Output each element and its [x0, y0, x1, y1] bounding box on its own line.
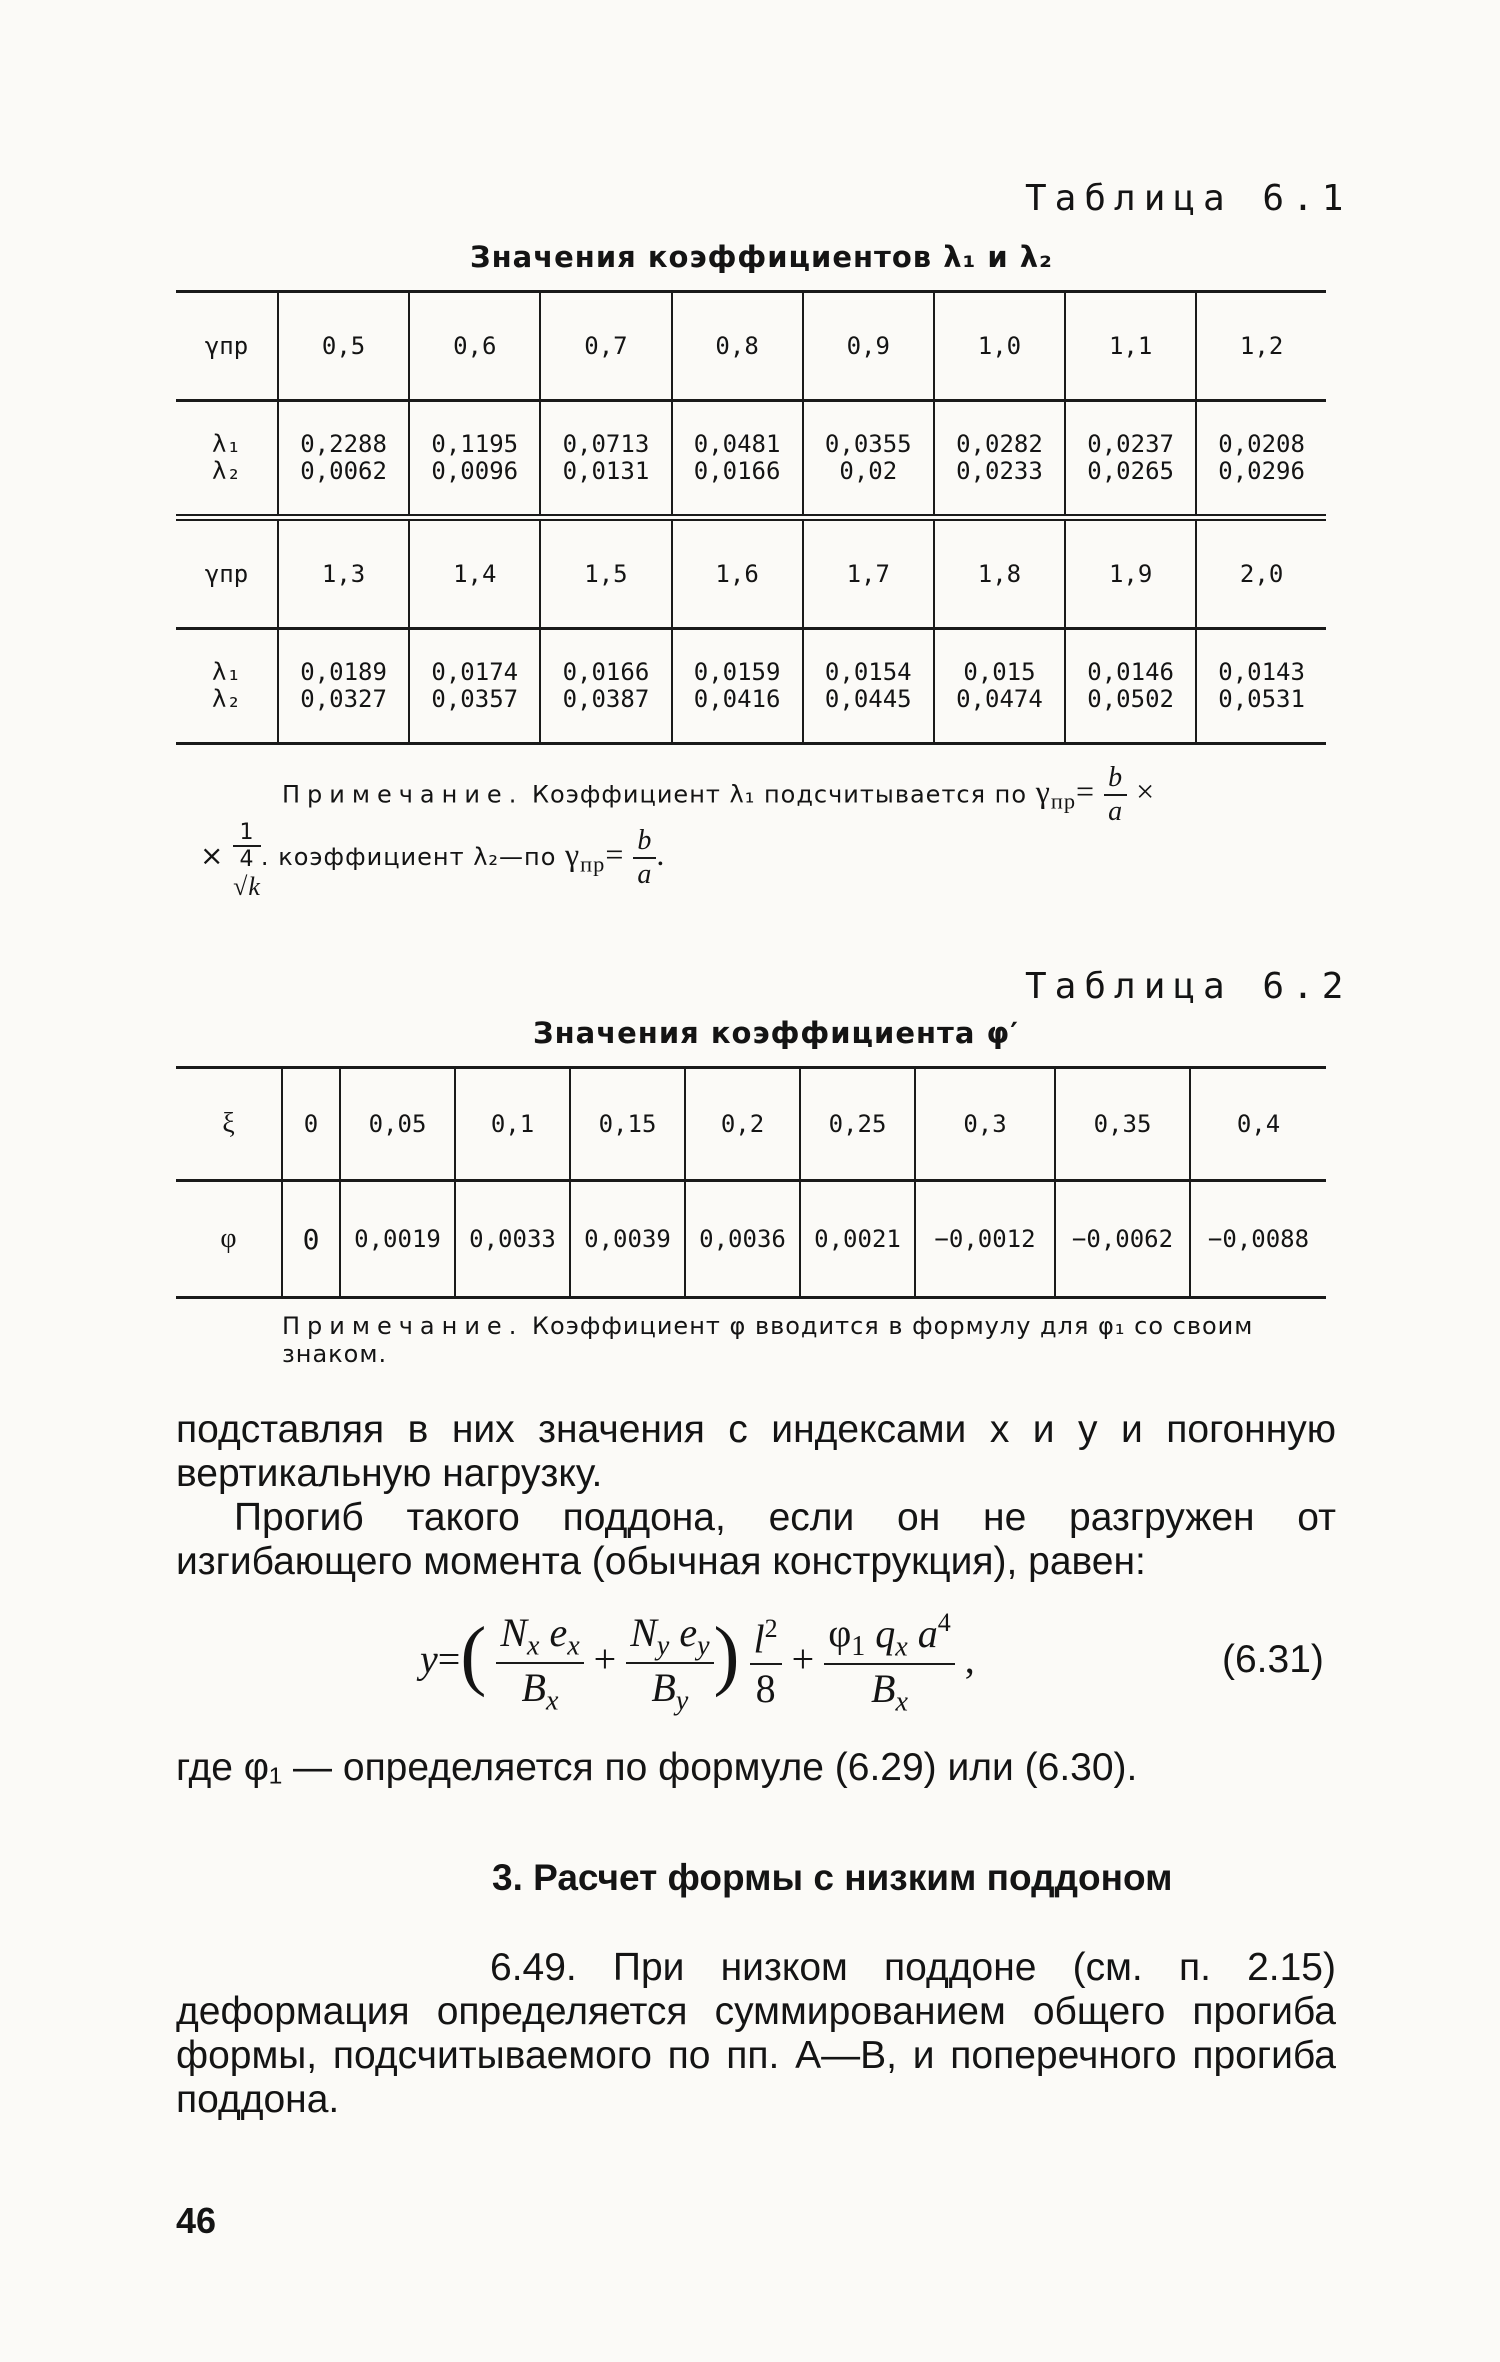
value-cell: 0,0154 0,0445: [803, 629, 934, 744]
header-cell: 0,6: [409, 292, 540, 401]
table-6-2-note: [282, 1312, 1332, 1368]
xi-cell: 0,4: [1190, 1068, 1326, 1181]
value-cell: 0,0713 0,0131: [540, 401, 671, 518]
table-6-1-header-row-1: [176, 292, 1326, 401]
paragraph-4: 6.49. При низком поддоне (см. п. 2.15) деформация определяется суммированием общего прогиба формы, подсчитываемого по пп. А—В, и поперечного прогиба поддона.: [176, 1946, 1336, 2121]
note-label: Примечание.: [282, 1312, 524, 1340]
header-cell: 1,2: [1196, 292, 1326, 401]
paragraph-1: подставляя в них значения с индексами x и y и погонную вертикальную нагрузку.: [176, 1408, 1336, 1495]
header-cell: 2,0: [1196, 518, 1326, 629]
value-cell: 0,0355 0,02: [803, 401, 934, 518]
header-cell: 1,0: [934, 292, 1065, 401]
header-cell: 1,6: [672, 518, 803, 629]
row-labels: λ₁ λ₂: [176, 629, 278, 744]
header-cell: 1,9: [1065, 518, 1196, 629]
header-cell: 1,8: [934, 518, 1065, 629]
table-6-2-caption: Таблица 6.2: [1025, 966, 1352, 1007]
value-cell: 0,0143 0,0531: [1196, 629, 1326, 744]
note-text: Коэффициент φ вводится в формулу для φ₁ со своим знаком.: [282, 1312, 1254, 1368]
value-cell: 0,0237 0,0265: [1065, 401, 1196, 518]
header-cell: 0,9: [803, 292, 934, 401]
header-label-gamma: γпр: [204, 331, 249, 360]
header-cell: 1,3: [278, 518, 409, 629]
paragraph-3: где φ₁ — определяется по формуле (6.29) или (6.30).: [176, 1746, 1138, 1789]
xi-cell: 0,3: [915, 1068, 1055, 1181]
table-6-1-header-row-2: [176, 518, 1326, 629]
phi-cell: −0,0012: [915, 1181, 1055, 1298]
table-6-1: [176, 290, 1326, 745]
value-cell: 0,0189 0,0327: [278, 629, 409, 744]
page-number: 46: [176, 2200, 217, 2241]
table-6-1-caption: Таблица 6.1: [1025, 178, 1352, 219]
table-6-2-xi-row: [176, 1068, 1326, 1181]
value-cell: 0,2288 0,0062: [278, 401, 409, 518]
phi-cell: 0: [282, 1181, 340, 1298]
header-cell: 1,1: [1065, 292, 1196, 401]
section-heading: 3. Расчет формы с низким поддоном: [492, 1857, 1173, 1898]
phi-label: φ: [176, 1181, 282, 1298]
table-6-2-title: Значения коэффициента φ′: [533, 1016, 1019, 1050]
phi-cell: 0,0019: [340, 1181, 455, 1298]
phi-cell: 0,0036: [685, 1181, 800, 1298]
xi-label: ξ: [222, 1108, 235, 1139]
header-cell: 0,7: [540, 292, 671, 401]
xi-cell: 0,1: [455, 1068, 570, 1181]
xi-cell: 0,35: [1055, 1068, 1190, 1181]
formula-number: (6.31): [1222, 1638, 1324, 1681]
header-cell: 0,8: [672, 292, 803, 401]
phi-cell: 0,0021: [800, 1181, 915, 1298]
table-6-2-phi-row: [176, 1181, 1326, 1298]
xi-cell: 0,25: [800, 1068, 915, 1181]
header-cell: 1,5: [540, 518, 671, 629]
value-cell: 0,0174 0,0357: [409, 629, 540, 744]
table-6-1-data-row-2: [176, 629, 1326, 744]
phi-cell: 0,0033: [455, 1181, 570, 1298]
value-cell: 0,1195 0,0096: [409, 401, 540, 518]
value-cell: 0,0159 0,0416: [672, 629, 803, 744]
value-cell: 0,0146 0,0502: [1065, 629, 1196, 744]
table-6-1-note: Примечание. Коэффициент λ₁ подсчитывается по $\gamma_{пр}=$ $\frac{b}{a}$ ×: [282, 762, 1156, 827]
value-cell: 0,015 0,0474: [934, 629, 1065, 744]
formula-6-31: y=( $\frac{N_x e_x}{B_x}$ + $\frac{N_y e_y}{B_y}$ ) $\frac{l^2}{8}$ + $\frac{\varphi_1 q_x a^4}{B_x}$ ,: [420, 1608, 975, 1718]
phi-cell: 0,0039: [570, 1181, 685, 1298]
note-text: Коэффициент λ₁ подсчитывается по: [531, 780, 1028, 809]
table-6-1-title: Значения коэффициентов λ₁ и λ₂: [470, 240, 1053, 274]
header-cell: 1,4: [409, 518, 540, 629]
note-label: Примечание.: [282, 780, 524, 809]
value-cell: 0,0481 0,0166: [672, 401, 803, 518]
table-6-2: [176, 1066, 1326, 1299]
header-label-gamma: γпр: [176, 518, 278, 629]
header-cell: 0,5: [278, 292, 409, 401]
table-6-1-note-line-2: × 1 4 √k . коэффициент λ₂—по $\gamma_{пр}=$ $\frac{b}{a}$ .: [200, 820, 666, 901]
paragraph-2: Прогиб такого поддона, если он не разгружен от изгибающего момента (обычная конструкция), равен:: [176, 1496, 1336, 1583]
value-cell: 0,0208 0,0296: [1196, 401, 1326, 518]
row-labels: λ₁ λ₂: [176, 401, 278, 518]
xi-cell: 0,15: [570, 1068, 685, 1181]
header-cell: 1,7: [803, 518, 934, 629]
phi-cell: −0,0062: [1055, 1181, 1190, 1298]
value-cell: 0,0166 0,0387: [540, 629, 671, 744]
value-cell: 0,0282 0,0233: [934, 401, 1065, 518]
xi-cell: 0: [282, 1068, 340, 1181]
xi-cell: 0,2: [685, 1068, 800, 1181]
phi-cell: −0,0088: [1190, 1181, 1326, 1298]
xi-cell: 0,05: [340, 1068, 455, 1181]
table-6-1-data-row-1: [176, 401, 1326, 518]
